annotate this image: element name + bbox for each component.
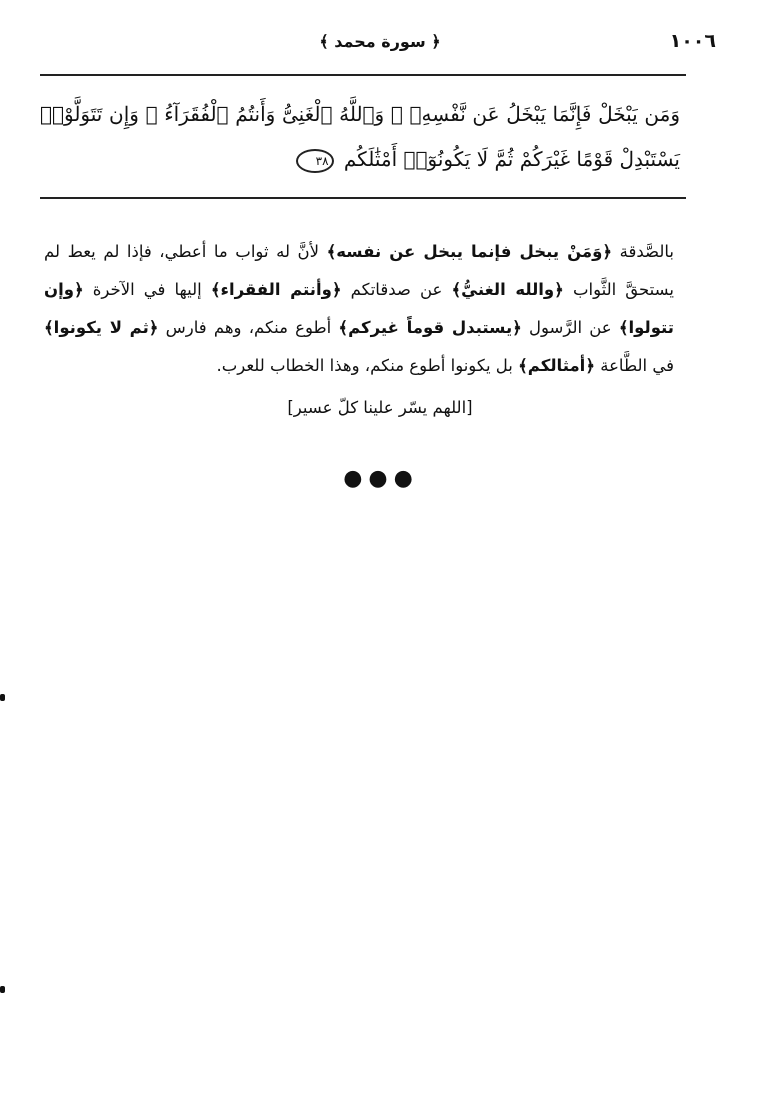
commentary-text: بل يكونوا أطوع منكم، وهذا الخطاب للعرب. (216, 356, 519, 375)
commentary-text: لأنَّ له ثواب ما أعطي، فإذا لم يعط لم يستحقَّ الثَّواب (44, 242, 674, 299)
surah-title: ﴿ سورة محمد ﴾ (319, 32, 441, 51)
commentary-text: بالصَّدقة (612, 242, 674, 261)
scan-speck (0, 694, 5, 701)
verse-text: وَمَن يَبْخَلْ فَإِنَّمَا يَبْخَلُ عَن نَّفْسِهِۦ ۚ وَٱللَّهُ ٱلْغَنِىُّ وَأَنتُمُ ٱلْفُقَرَآءُ ۚ وَإِن تَتَوَلَّوْا۟ يَسْتَبْدِلْ قَوْمًا غَيْرَكُمْ ثُمَّ لَا يَكُونُوٓا۟ أَمْثَٰلَكُم (40, 102, 680, 171)
quoted-verse: ﴿أمثالكم﴾ (518, 356, 595, 375)
quoted-verse: ﴿وَمَنْ يبخل فإنما يبخل عن نفسه﴾ (326, 242, 613, 261)
commentary-text: عن الرَّسول (521, 318, 619, 337)
commentary-text: عن صدقاتكم (341, 280, 452, 299)
quoted-verse: ﴿ثم لا يكونوا﴾ (44, 318, 159, 337)
quran-verse (40, 92, 680, 182)
scan-speck (0, 986, 5, 993)
page-number: ١٠٠٦ (669, 30, 716, 52)
quoted-verse: ﴿وأنتم الفقراء﴾ (210, 280, 342, 299)
verse-number-badge: ٣٨ (296, 149, 334, 173)
top-rule (40, 74, 686, 76)
quoted-verse: ﴿والله الغنيُّ﴾ (451, 280, 564, 299)
bottom-rule (40, 197, 686, 199)
section-separator-dots: ●●● (343, 466, 419, 491)
commentary-text: إليها في الآخرة (83, 280, 211, 299)
quoted-verse: ﴿يستبدل قوماً غيركم﴾ (338, 318, 522, 337)
closing-dua: [اللهم يسّر علينا كلّ عسير] (287, 398, 473, 417)
commentary-text: أطوع منكم، وهم فارس (158, 318, 339, 337)
commentary-paragraph (44, 233, 674, 385)
commentary-text: في الطَّاعة (595, 356, 674, 375)
quoted-verse: ﴿وإن تتولوا﴾ (44, 280, 674, 337)
